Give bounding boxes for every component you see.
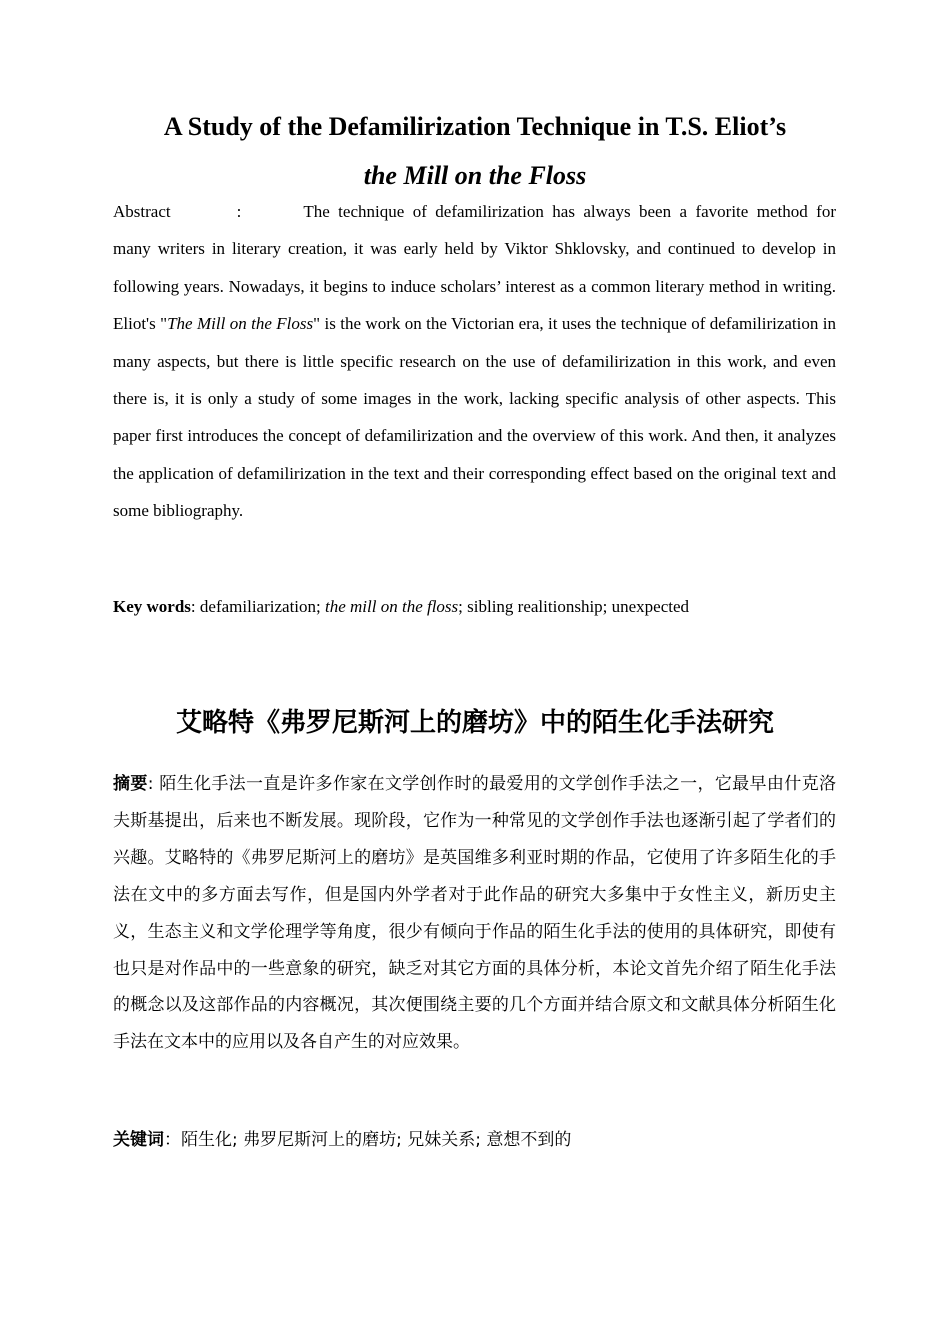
- chinese-keywords-text: ：陌生化; 弗罗尼斯河上的磨坊; 兄妹关系; 意想不到的: [164, 1130, 572, 1150]
- abstract-work-title: The Mill on the Floss: [167, 314, 314, 334]
- keyword-1: defamiliarization;: [199, 597, 325, 616]
- english-title-line-2: the Mill on the Floss: [363, 161, 587, 190]
- chinese-abstract: [113, 766, 836, 1061]
- chinese-keywords-label: 关键词: [113, 1130, 164, 1150]
- abstract-colon: :: [236, 202, 242, 221]
- keywords-separator: :: [190, 597, 200, 616]
- abstract-text-part-1: The technique of defamilirization has always been a favorite method for many writers in literary creation, it was early held by Viktor Shklovsky, and continued to develop in following years. Nowadays, it begins to induce scholars’ interest as a common literary method in writing. Eliot's ": [113, 202, 836, 334]
- english-abstract: [113, 193, 836, 530]
- keywords-label: Key words: [113, 597, 191, 616]
- abstract-label: Abstract: [113, 202, 171, 221]
- chinese-title: 艾略特《弗罗尼斯河上的磨坊》中的陌生化手法研究: [175, 708, 774, 738]
- chinese-abstract-label: 摘要: [113, 774, 148, 794]
- chinese-keywords: [113, 1125, 836, 1155]
- keyword-2: the mill on the floss: [325, 597, 459, 616]
- abstract-text-part-2: " is the work on the Victorian era, it uses the technique of defamilirization in many aspects, but there is little specific research on the use of defamilirization in this work, and even there is, it is only a study of some images in the work, lacking specific analysis of other aspects. This paper first introduces the concept of defamilirization and the overview of this work. And then, it analyzes the application of defamilirization in the text and their corresponding effect based on the original text and some bibliography.: [113, 314, 836, 521]
- chinese-abstract-text: : 陌生化手法一直是许多作家在文学创作时的最爱用的文学创作手法之一，它最早由什克洛夫斯基提出，后来也不断发展。现阶段，它作为一种常见的文学创作手法也逐渐引起了学者们的兴趣。艾略特的《弗罗尼斯河上的磨坊》是英国维多利亚时期的作品，它使用了许多陌生化的手法在文中的多方面去写作，但是国内外学者对于此作品的研究大多集中于女性主义，新历史主义，生态主义和文学伦理学等角度，很少有倾向于作品的陌生化手法的使用的具体研究，即使有也只是对作品中的一些意象的研究，缺乏对其它方面的具体分析，本论文首先介绍了陌生化手法的概念以及这部作品的内容概况，其次便围绕主要的几个方面并结合原文和文献具体分析陌生化手法在文本中的应用以及各自产生的对应效果。: [113, 774, 836, 1053]
- english-keywords: [113, 593, 836, 621]
- keyword-3: ; sibling realitionship; unexpected: [458, 597, 690, 616]
- english-title-line-1: A Study of the Defamilirization Technique in T.S. Eliot’s: [163, 112, 787, 141]
